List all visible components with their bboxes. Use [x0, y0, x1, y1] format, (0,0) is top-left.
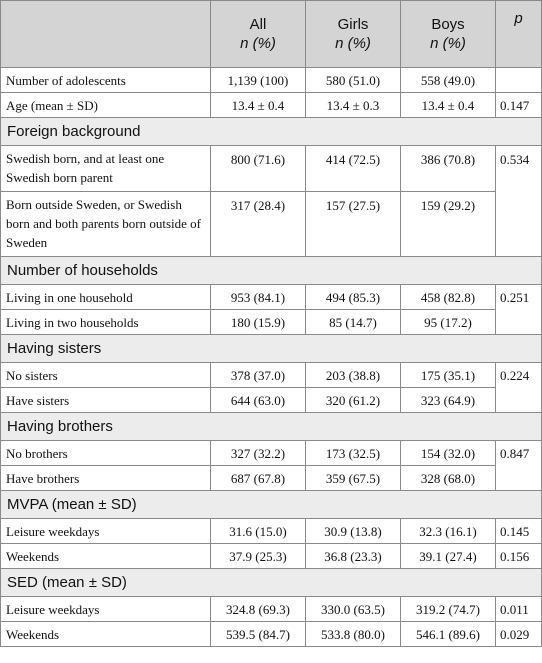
table-row — [1, 285, 542, 310]
section-title: Foreign background — [1, 118, 542, 146]
cell-girls: 157 (27.5) — [306, 192, 401, 257]
cell-girls: 494 (85.3) — [306, 285, 401, 310]
header-p — [496, 1, 542, 68]
section-header-households — [1, 257, 542, 285]
table-row — [1, 466, 542, 491]
cell-girls: 533.8 (80.0) — [306, 622, 401, 647]
row-label: No brothers — [1, 441, 211, 466]
cell-boys: 175 (35.1) — [401, 363, 496, 388]
section-title: Number of households — [1, 257, 542, 285]
table-header — [1, 1, 542, 68]
row-label: Weekends — [1, 544, 211, 569]
row-label: Weekends — [1, 622, 211, 647]
cell-all: 1,139 (100) — [211, 68, 306, 93]
header-all-label: All — [249, 16, 267, 33]
cell-boys: 154 (32.0) — [401, 441, 496, 466]
row-label: Leisure weekdays — [1, 519, 211, 544]
row-label: Have brothers — [1, 466, 211, 491]
cell-all: 644 (63.0) — [211, 388, 306, 413]
section-header-foreign — [1, 118, 542, 146]
table-row — [1, 622, 542, 647]
table-row — [1, 310, 542, 335]
cell-boys: 319.2 (74.7) — [401, 597, 496, 622]
cell-boys: 328 (68.0) — [401, 466, 496, 491]
cell-boys: 458 (82.8) — [401, 285, 496, 310]
cell-girls: 85 (14.7) — [306, 310, 401, 335]
cell-all: 13.4 ± 0.4 — [211, 93, 306, 118]
cell-boys: 39.1 (27.4) — [401, 544, 496, 569]
cell-p: 0.011 — [496, 597, 542, 622]
row-label: Leisure weekdays — [1, 597, 211, 622]
cell-all: 378 (37.0) — [211, 363, 306, 388]
row-label: Living in two households — [1, 310, 211, 335]
table-row — [1, 519, 542, 544]
header-boys-sub: n (%) — [430, 35, 466, 52]
cell-boys: 558 (49.0) — [401, 68, 496, 93]
cell-all: 317 (28.4) — [211, 192, 306, 257]
cell-girls: 203 (38.8) — [306, 363, 401, 388]
section-header-brothers — [1, 413, 542, 441]
cell-all: 31.6 (15.0) — [211, 519, 306, 544]
cell-girls: 173 (32.5) — [306, 441, 401, 466]
header-all-sub: n (%) — [240, 35, 276, 52]
section-header-sisters — [1, 335, 542, 363]
row-label: Swedish born, and at least one Swedish born parent — [1, 146, 211, 192]
header-boys — [401, 1, 496, 68]
cell-all: 539.5 (84.7) — [211, 622, 306, 647]
cell-p: 0.847 — [496, 441, 542, 491]
cell-p: 0.534 — [496, 146, 542, 257]
cell-boys: 546.1 (89.6) — [401, 622, 496, 647]
header-boys-label: Boys — [431, 16, 465, 33]
section-title: MVPA (mean ± SD) — [1, 491, 542, 519]
cell-girls: 414 (72.5) — [306, 146, 401, 192]
header-girls-label: Girls — [337, 16, 369, 33]
header-girls-sub: n (%) — [335, 35, 371, 52]
table-row — [1, 68, 542, 93]
cell-boys: 95 (17.2) — [401, 310, 496, 335]
cell-all: 687 (67.8) — [211, 466, 306, 491]
header-row — [1, 1, 542, 68]
table-row — [1, 146, 542, 192]
section-title: Having sisters — [1, 335, 542, 363]
table-row — [1, 93, 542, 118]
cell-p: 0.145 — [496, 519, 542, 544]
cell-girls: 36.8 (23.3) — [306, 544, 401, 569]
cell-boys: 386 (70.8) — [401, 146, 496, 192]
header-girls — [306, 1, 401, 68]
cell-all: 37.9 (25.3) — [211, 544, 306, 569]
cell-all: 327 (32.2) — [211, 441, 306, 466]
row-label: No sisters — [1, 363, 211, 388]
row-label: Born outside Sweden, or Swedish born and both parents born outside of Sweden — [1, 192, 211, 257]
cell-p — [496, 68, 542, 93]
row-label: Living in one household — [1, 285, 211, 310]
cell-girls: 330.0 (63.5) — [306, 597, 401, 622]
table-row — [1, 388, 542, 413]
table-row — [1, 441, 542, 466]
row-label: Have sisters — [1, 388, 211, 413]
row-label: Age (mean ± SD) — [1, 93, 211, 118]
header-all — [211, 1, 306, 68]
header-p-label: p — [514, 10, 523, 27]
section-header-sed — [1, 569, 542, 597]
header-blank — [1, 1, 211, 68]
cell-all: 800 (71.6) — [211, 146, 306, 192]
row-label: Number of adolescents — [1, 68, 211, 93]
cell-all: 953 (84.1) — [211, 285, 306, 310]
cell-boys: 32.3 (16.1) — [401, 519, 496, 544]
table-row — [1, 597, 542, 622]
cell-boys: 13.4 ± 0.4 — [401, 93, 496, 118]
table-row — [1, 192, 542, 257]
cell-p: 0.224 — [496, 363, 542, 413]
table-row — [1, 544, 542, 569]
cell-all: 324.8 (69.3) — [211, 597, 306, 622]
section-title: Having brothers — [1, 413, 542, 441]
cell-p: 0.147 — [496, 93, 542, 118]
cell-boys: 159 (29.2) — [401, 192, 496, 257]
cell-girls: 359 (67.5) — [306, 466, 401, 491]
cell-p: 0.156 — [496, 544, 542, 569]
section-header-mvpa — [1, 491, 542, 519]
table-row — [1, 363, 542, 388]
section-title: SED (mean ± SD) — [1, 569, 542, 597]
cell-p: 0.029 — [496, 622, 542, 647]
cell-girls: 30.9 (13.8) — [306, 519, 401, 544]
cell-girls: 580 (51.0) — [306, 68, 401, 93]
cell-boys: 323 (64.9) — [401, 388, 496, 413]
cell-all: 180 (15.9) — [211, 310, 306, 335]
cell-girls: 320 (61.2) — [306, 388, 401, 413]
cell-p: 0.251 — [496, 285, 542, 335]
cell-girls: 13.4 ± 0.3 — [306, 93, 401, 118]
